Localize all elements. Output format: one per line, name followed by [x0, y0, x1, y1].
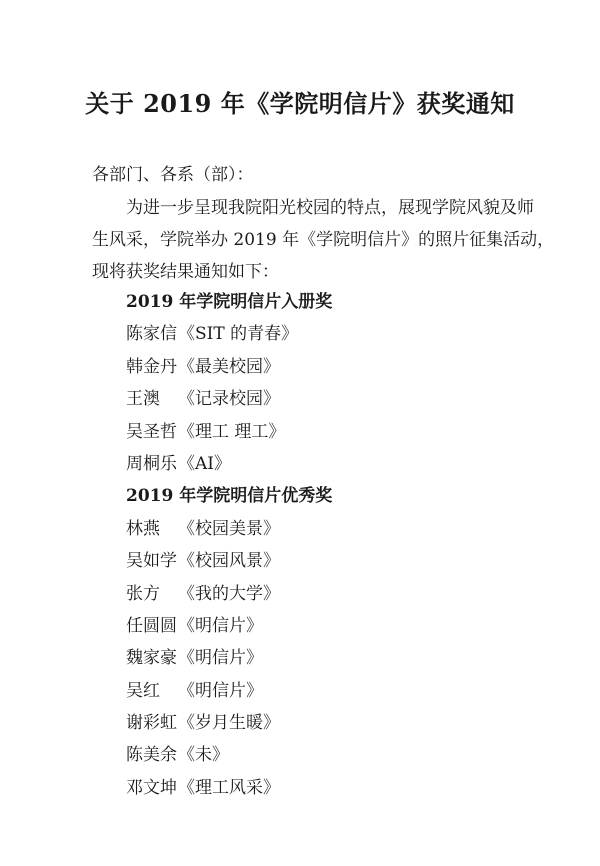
body-paragraph — [92, 192, 555, 288]
work-title: 《明信片》 — [178, 680, 263, 701]
winner-name: 任圆圆 — [126, 615, 177, 636]
winner-name: 韩金丹 — [126, 356, 177, 377]
work-title: 《理工 理工》 — [178, 421, 286, 442]
work-title: 《最美校园》 — [178, 356, 280, 377]
award-list — [126, 286, 332, 804]
body-line: 为进一步呈现我院阳光校园的特点，展现学院风貌及师 — [126, 198, 534, 218]
winner-name: 谢彩虹 — [126, 713, 177, 734]
winner-name: 林燕 — [126, 518, 160, 539]
award-section-heading: 2019 年学院明信片优秀奖 — [126, 486, 333, 507]
award-entry — [126, 318, 332, 350]
work-title: 《SIT 的青春》 — [178, 324, 299, 345]
winner-name: 吴如学 — [126, 551, 177, 572]
notice-title: 关于 2019 年《学院明信片》获奖通知 — [85, 89, 515, 118]
work-title: 《明信片》 — [178, 615, 263, 636]
award-entry — [126, 675, 332, 707]
award-entry — [126, 772, 332, 804]
award-entry — [126, 383, 332, 415]
award-entry — [126, 739, 332, 771]
body-line: 生风采，学院举办 2019 年《学院明信片》的照片征集活动， — [92, 230, 555, 250]
work-title: 《记录校园》 — [178, 389, 280, 410]
work-title: 《岁月生暖》 — [178, 713, 280, 734]
winner-name: 吴圣哲 — [126, 421, 177, 442]
salutation: 各部门、各系（部）： — [92, 165, 254, 185]
award-entry — [126, 513, 332, 545]
winner-name: 王澳 — [126, 389, 160, 410]
work-title: 《理工风采》 — [178, 777, 280, 798]
award-entry — [126, 707, 332, 739]
award-entry — [126, 416, 332, 448]
award-section-heading: 2019 年学院明信片入册奖 — [126, 292, 333, 312]
winner-name: 陈家信 — [126, 324, 177, 345]
winner-name: 周桐乐 — [126, 453, 177, 474]
award-entry — [126, 545, 332, 577]
award-entry — [126, 448, 332, 480]
work-title: 《明信片》 — [178, 648, 263, 669]
award-entry — [126, 642, 332, 674]
body-line: 现将获奖结果通知如下： — [92, 262, 279, 282]
award-entry — [126, 351, 332, 383]
winner-name: 吴红 — [126, 680, 160, 701]
winner-name: 邓文坤 — [126, 777, 177, 798]
winner-name: 张方 — [126, 583, 160, 604]
work-title: 《我的大学》 — [178, 583, 280, 604]
work-title: 《未》 — [178, 745, 229, 766]
winner-name: 魏家豪 — [126, 648, 177, 669]
work-title: 《校园美景》 — [178, 518, 280, 539]
work-title: 《校园风景》 — [178, 551, 280, 572]
winner-name: 陈美余 — [126, 745, 177, 766]
award-entry — [126, 578, 332, 610]
award-entry — [126, 610, 332, 642]
work-title: 《AI》 — [178, 453, 231, 474]
